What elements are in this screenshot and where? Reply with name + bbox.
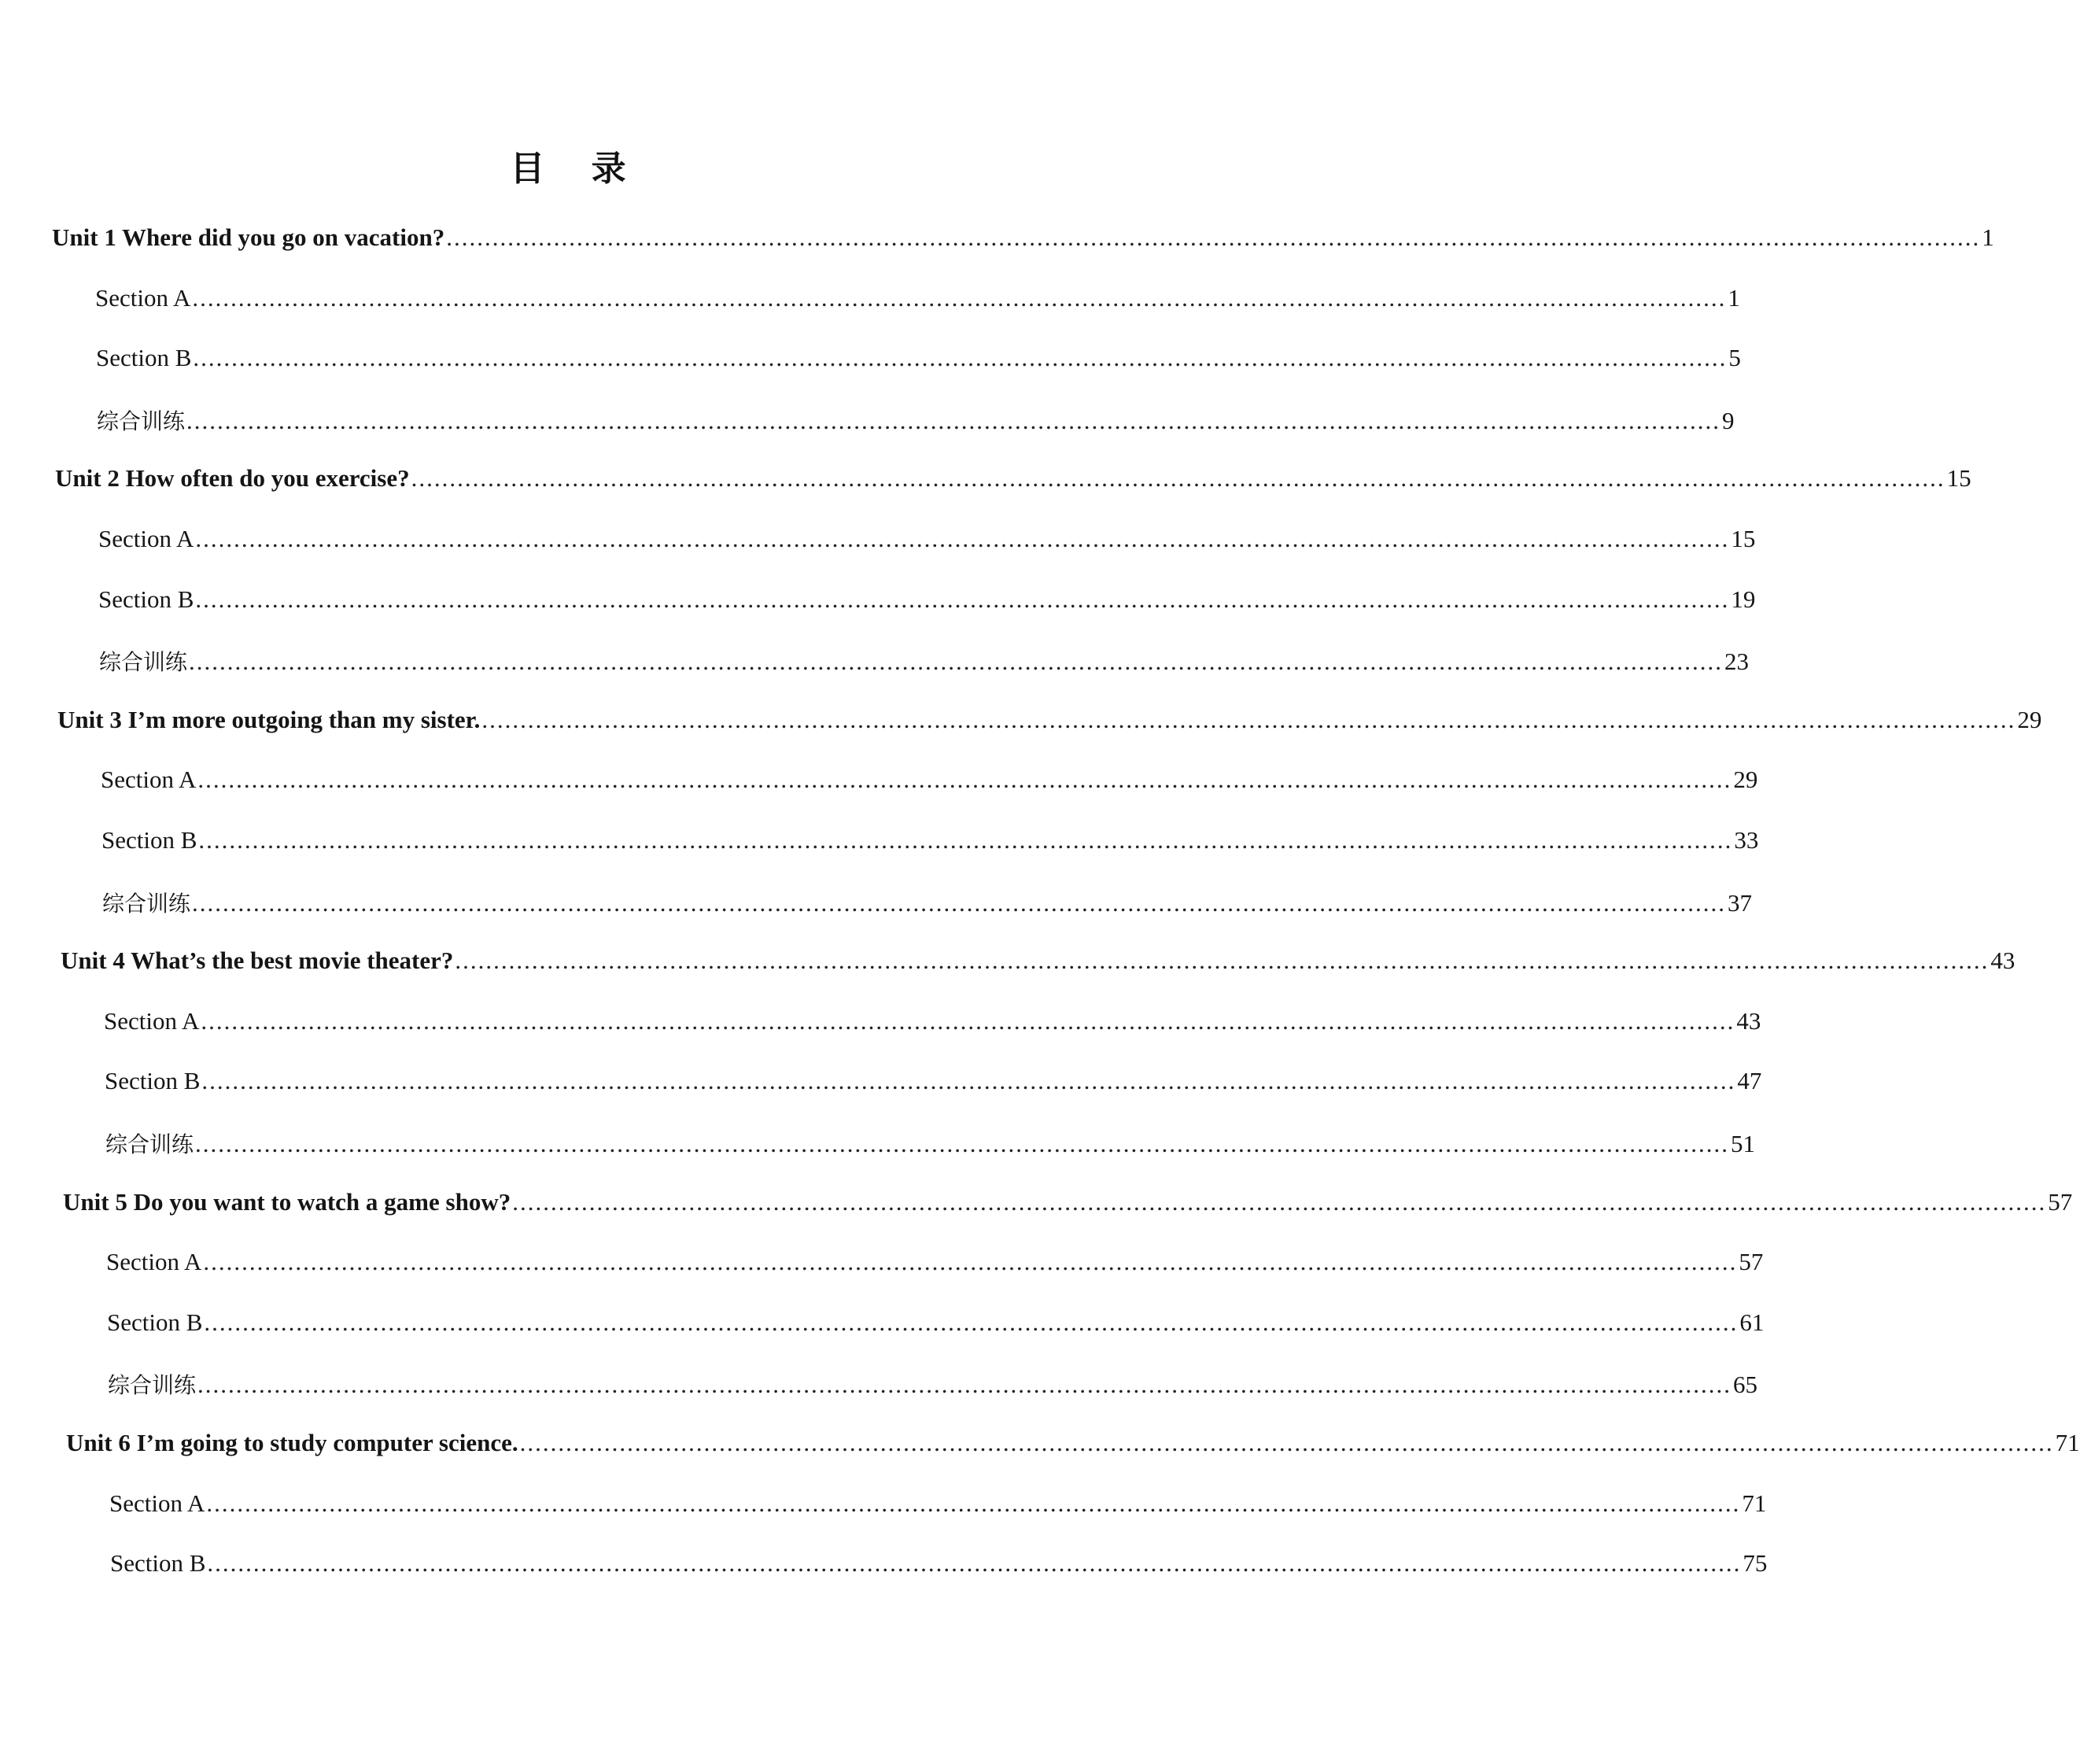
dot-leader: ........................................................................................................................................................................................................ <box>192 889 1727 917</box>
toc-page-number: 57 <box>2048 1188 2073 1216</box>
toc-page-number: 43 <box>1990 947 2015 974</box>
toc-page-number: 43 <box>1736 1007 1761 1035</box>
toc-page-number: 51 <box>1731 1130 1756 1157</box>
toc-entry-label: 综合训练 <box>97 408 186 434</box>
toc-page-number: 47 <box>1737 1067 1762 1094</box>
dot-leader: ........................................................................................................................................................................................................ <box>197 766 1732 793</box>
toc-entry-label: Section A <box>98 525 194 552</box>
toc-section-entry <box>105 1067 1762 1102</box>
dot-leader: ........................................................................................................................................................................................................ <box>455 947 1990 974</box>
dot-leader: ........................................................................................................................................................................................................ <box>201 1067 1736 1094</box>
toc-entry-label: 综合训练 <box>102 891 191 917</box>
toc-page-number: 1 <box>1982 223 1994 251</box>
toc-entry-label: Section A <box>101 766 197 793</box>
page-title: 目 录 <box>510 149 644 189</box>
toc-section-entry <box>98 525 1756 559</box>
toc-section-entry <box>110 1549 1768 1584</box>
toc-page-number: 33 <box>1734 826 1759 854</box>
toc-entry-label: Section A <box>104 1007 200 1035</box>
toc-exercise-entry <box>105 1127 1756 1162</box>
toc-section-entry <box>107 1308 1765 1343</box>
toc-section-entry <box>104 1007 1761 1042</box>
dot-leader: ........................................................................................................................................................................................................ <box>207 1549 1742 1577</box>
dot-leader: ........................................................................................................................................................................................................ <box>201 1007 1735 1035</box>
dot-leader: ........................................................................................................................................................................................................ <box>204 1308 1739 1336</box>
dot-leader: ........................................................................................................................................................................................................ <box>195 1130 1730 1157</box>
dot-leader: ........................................................................................................................................................................................................ <box>197 1371 1732 1398</box>
toc-unit-entry <box>61 947 2015 981</box>
toc-entry-label: Unit 2 How often do you exercise? <box>55 464 410 492</box>
toc-entry-label: Section B <box>101 826 197 854</box>
toc-entry-label: Section B <box>98 585 194 613</box>
toc-page-number: 71 <box>2055 1429 2080 1456</box>
toc-page-number: 37 <box>1728 889 1753 917</box>
toc-section-entry <box>98 585 1756 620</box>
toc-page-number: 9 <box>1722 407 1735 434</box>
toc-exercise-entry <box>102 887 1753 921</box>
toc-unit-entry <box>52 223 1994 258</box>
toc-exercise-entry <box>108 1368 1758 1403</box>
toc-page-number: 65 <box>1733 1371 1758 1398</box>
toc-entry-label: 综合训练 <box>108 1372 197 1398</box>
toc-unit-entry <box>57 706 2042 740</box>
toc-entry-label: Section B <box>96 344 192 371</box>
toc-page-number: 15 <box>1946 464 1971 492</box>
toc-page-number: 57 <box>1739 1248 1764 1275</box>
toc-entry-label: 综合训练 <box>105 1131 194 1157</box>
dot-leader: ........................................................................................................................................................................................................ <box>192 284 1727 312</box>
dot-leader: ........................................................................................................................................................................................................ <box>195 585 1730 613</box>
dot-leader: ........................................................................................................................................................................................................ <box>203 1248 1738 1275</box>
toc-page-number: 5 <box>1728 344 1741 371</box>
dot-leader: ........................................................................................................................................................................................................ <box>411 464 1945 492</box>
toc-entry-label: Section B <box>105 1067 201 1094</box>
toc-entry-label: Section B <box>110 1549 206 1577</box>
toc-entry-label: Unit 5 Do you want to watch a game show? <box>63 1188 511 1216</box>
toc-page-number: 15 <box>1731 525 1756 552</box>
toc-exercise-entry <box>97 404 1735 439</box>
dot-leader: ........................................................................................................................................................................................................ <box>512 1188 2047 1216</box>
toc-section-entry <box>95 284 1740 319</box>
toc-page-number: 19 <box>1731 585 1756 613</box>
toc-section-entry <box>96 344 1741 378</box>
toc-entry-label: Unit 4 What’s the best movie theater? <box>61 947 454 974</box>
toc-unit-entry <box>55 464 1971 499</box>
toc-entry-label: Section A <box>95 284 191 312</box>
dot-leader: ........................................................................................................................................................................................................ <box>189 648 1724 675</box>
toc-page-number: 71 <box>1742 1489 1767 1517</box>
toc-page-number: 29 <box>2017 706 2042 733</box>
dot-leader: ........................................................................................................................................................................................................ <box>186 407 1721 434</box>
toc-entry-label: Unit 6 I’m going to study computer science. <box>66 1429 518 1456</box>
toc-section-entry <box>101 826 1759 861</box>
toc-entry-label: Section A <box>106 1248 202 1275</box>
dot-leader: ........................................................................................................................................................................................................ <box>195 525 1730 552</box>
toc-unit-entry <box>63 1188 2073 1223</box>
toc-entry-label: Unit 1 Where did you go on vacation? <box>52 223 445 251</box>
dot-leader: ........................................................................................................................................................................................................ <box>198 826 1733 854</box>
toc-page-number: 23 <box>1724 648 1750 675</box>
toc-entry-label: 综合训练 <box>99 649 188 675</box>
dot-leader: ........................................................................................................................................................................................................ <box>519 1429 2054 1456</box>
toc-exercise-entry <box>99 645 1750 680</box>
dot-leader: ........................................................................................................................................................................................................ <box>206 1489 1741 1517</box>
toc-page-number: 61 <box>1739 1308 1765 1336</box>
dot-leader: ........................................................................................................................................................................................................ <box>193 344 1728 371</box>
dot-leader: ........................................................................................................................................................................................................ <box>481 706 2016 733</box>
toc-page-number: 29 <box>1733 766 1758 793</box>
toc-section-entry <box>101 766 1758 800</box>
dot-leader: ........................................................................................................................................................................................................ <box>446 223 1981 251</box>
toc-section-entry <box>109 1489 1767 1524</box>
toc-entry-label: Section A <box>109 1489 205 1517</box>
toc-page-number: 75 <box>1743 1549 1768 1577</box>
toc-unit-entry <box>66 1429 2080 1463</box>
toc-section-entry <box>106 1248 1764 1282</box>
toc-entry-label: Section B <box>107 1308 203 1336</box>
toc-page-number: 1 <box>1728 284 1740 312</box>
toc-entry-label: Unit 3 I’m more outgoing than my sister. <box>57 706 481 733</box>
